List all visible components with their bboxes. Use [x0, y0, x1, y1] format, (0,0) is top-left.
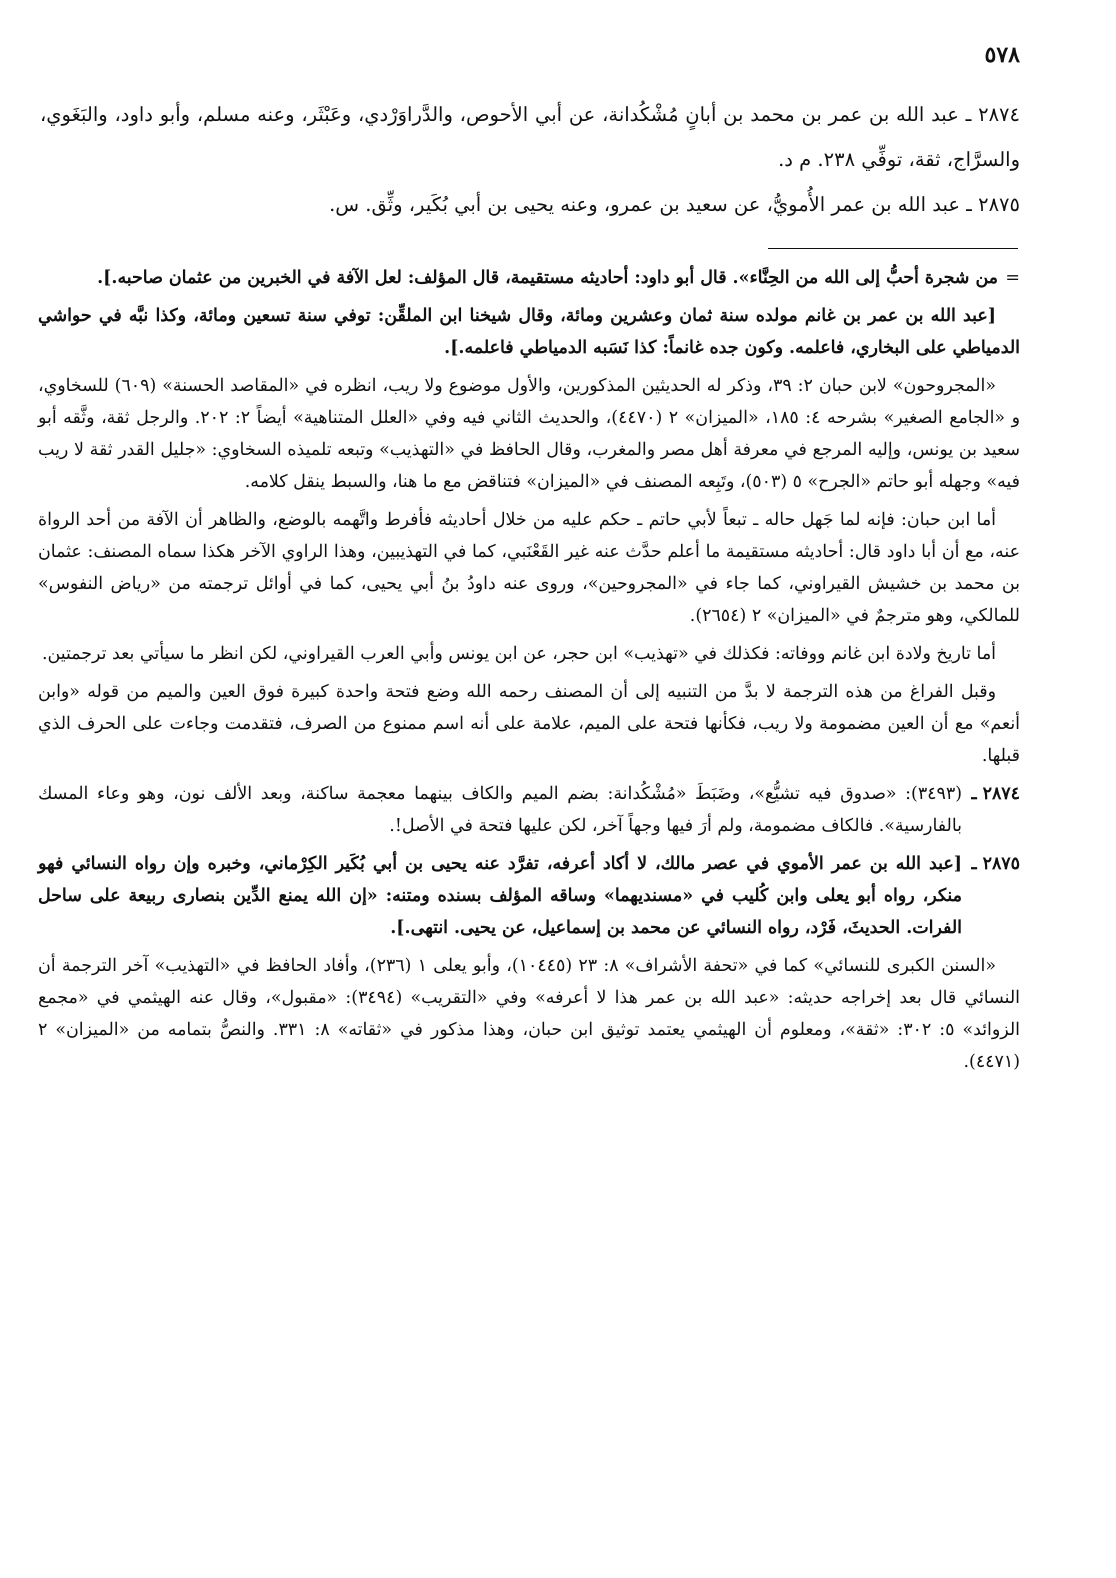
main-text — [40, 92, 1020, 227]
note-2875 — [38, 848, 1020, 944]
footnote-divider — [768, 248, 1018, 249]
note-number: ٢٨٧٤ ـ — [971, 784, 1020, 804]
footnotes — [38, 262, 1020, 1084]
note-paragraph: وقبل الفراغ من هذه الترجمة لا بدَّ من التنبيه إلى أن المصنف رحمه الله وضع فتحة واحدة كبيرة فوق العين والميم من قوله «وابن أنعم» مع أن العين مضمومة ولا ريب، فكأنها فتحة على الميم، علامة على أنه اسم ممنوع من الصرف، فتقدمت وجاءت على الحرف الذي قبلها. — [38, 682, 1020, 766]
note-2874 — [38, 778, 1020, 842]
note-paragraph: «السنن الكبرى للنسائي» كما في «تحفة الأشراف» ٨: ٢٣ (١٠٤٤٥)، وأبو يعلى ١ (٢٣٦)، وأفاد الحافظ في «التهذيب» آخر الترجمة أن النسائي قال بعد إخراجه حديثه: «عبد الله بن عمر هذا لا أعرفه» وفي «التقريب» (٣٤٩٤): «مقبول»، وقال عنه الهيثمي في «مجمع الزوائد» ٥: ٣٠٢: «ثقة»، ومعلوم أن الهيثمي يعتمد توثيق ابن حبان، وهذا مذكور في «ثقاته» ٨: ٣٣١. والنصُّ بتمامه من «الميزان» ٢ (٤٤٧١). — [38, 956, 1021, 1072]
entry-number: ٢٨٧٤ — [978, 103, 1020, 126]
note-number: ٢٨٧٥ ـ — [971, 854, 1020, 874]
continuation-note — [38, 262, 1020, 294]
entry-text: ـ عبد الله بن عمر بن محمد بن أبانٍ مُشْكُدانة، عن أبي الأحوص، والدَّراوَرْدي، وعَبْثَر، وعنه مسلم، وأبو داود، والبَغَوي، والسرَّاج، ثقة، توفِّي ٢٣٨. م د. — [40, 103, 1020, 171]
continuation-text: من شجرة أحبُّ إلى الله من الحِنَّاء». قال أبو داود: أحاديثه مستقيمة، قال المؤلف: لعل الآفة في الخبرين من عثمان صاحبه.]. — [97, 268, 998, 288]
page-number: ٥٧٨ — [984, 42, 1020, 68]
note-paragraph: أما تاريخ ولادة ابن غانم ووفاته: فكذلك في «تهذيب» ابن حجر، عن ابن يونس وأبي العرب القيراوني، لكن انظر ما سيأتي بعد ترجمتين. — [41, 644, 996, 664]
entry-number: ٢٨٧٥ — [978, 193, 1020, 216]
note-paragraph: أما ابن حبان: فإنه لما جَهل حاله ـ تبعاً لأبي حاتم ـ حكم عليه من خلال أحاديثه فأفرط واتَّهمه بالوضع، والظاهر أن الآفة من أحد الرواة عنه، مع أن أبا داود قال: أحاديثه مستقيمة ما أعلم حدَّث عنه غير القَعْنَبي، كما في التهذيبين، وهذا الراوي الآخر هكذا سماه المصنف: عثمان بن محمد بن خشيش القيراوني، كما جاء في «المجروحين»، وروى عنه داودُ بنُ أبي يحيى، كما في أوائل ترجمته من «رياض النفوس» للمالكي، وهو مترجمٌ في «الميزان» ٢ (٢٦٥٤). — [38, 510, 1020, 626]
continuation-mark: = — [1005, 268, 1020, 288]
main-entry-2874 — [40, 92, 1020, 182]
note-text: [عبد الله بن عمر الأموي في عصر مالك، لا أكاد أعرفه، تفرَّد عنه يحيى بن أبي بُكَير الكِرْماني، وخبره وإن رواه النسائي فهو منكر، رواه أبو يعلى وابن كُليب في «مسنديهما» وساقه المؤلف بسنده ومتنه: «إن الله يمنع الدِّين بنصارى ربيعة على ساحل الفرات. الحديثَ، فَرْد، رواه النسائي عن محمد بن إسماعيل، عن يحيى. انتهى.]. — [38, 854, 962, 938]
entry-text: ـ عبد الله بن عمر الأُمويُّ، عن سعيد بن عمرو، وعنه يحيى بن أبي بُكَير، وثِّق. س. — [329, 193, 972, 216]
main-entry-2875 — [40, 182, 1020, 227]
note-text: (٣٤٩٣): «صدوق فيه تشيُّع»، وضَبَطَ «مُشْكُدانة: بضم الميم والكاف بينهما معجمة ساكنة، وبعد الألف نون، وهو وعاء المسك بالفارسية». فالكاف مضمومة، ولم أرَ فيها وجهاً آخر، لكن عليها فتحة في الأصل!. — [38, 784, 962, 836]
bracket-note: [عبد الله بن عمر بن غانم مولده سنة ثمان وعشرين ومائة، وقال شيخنا ابن الملقِّن: توفي سنة تسعين ومائة، وكذا نبَّه في حواشي الدمياطي على البخاري، فاعلمه. وكون جده غانماً: كذا نَسَبه الدمياطي فاعلمه.]. — [38, 306, 1020, 358]
note-paragraph: «المجروحون» لابن حبان ٢: ٣٩، وذكر له الحديثين المذكورين، والأول موضوع ولا ريب، انظره في «المقاصد الحسنة» (٦٠٩) للسخاوي، و «الجامع الصغير» بشرحه ٤: ١٨٥، «الميزان» ٢ (٤٤٧٠)، والحديث الثاني فيه وفي «العلل المتناهية» أيضاً ٢: ٢٠٢. والرجل ثقة، وثَّقه أبو سعيد بن يونس، وإليه المرجع في معرفة أهل مصر والمغرب، وقال الحافظ في «التهذيب» وتبعه تلميذه السخاوي: «جليل القدر ثقة لا ريب فيه» وجهله أبو حاتم «الجرح» ٥ (٥٠٣)، وتَبِعه المصنف في «الميزان» فتناقض مع ما هنا، والسبط ينقل كلامه. — [38, 376, 1020, 492]
